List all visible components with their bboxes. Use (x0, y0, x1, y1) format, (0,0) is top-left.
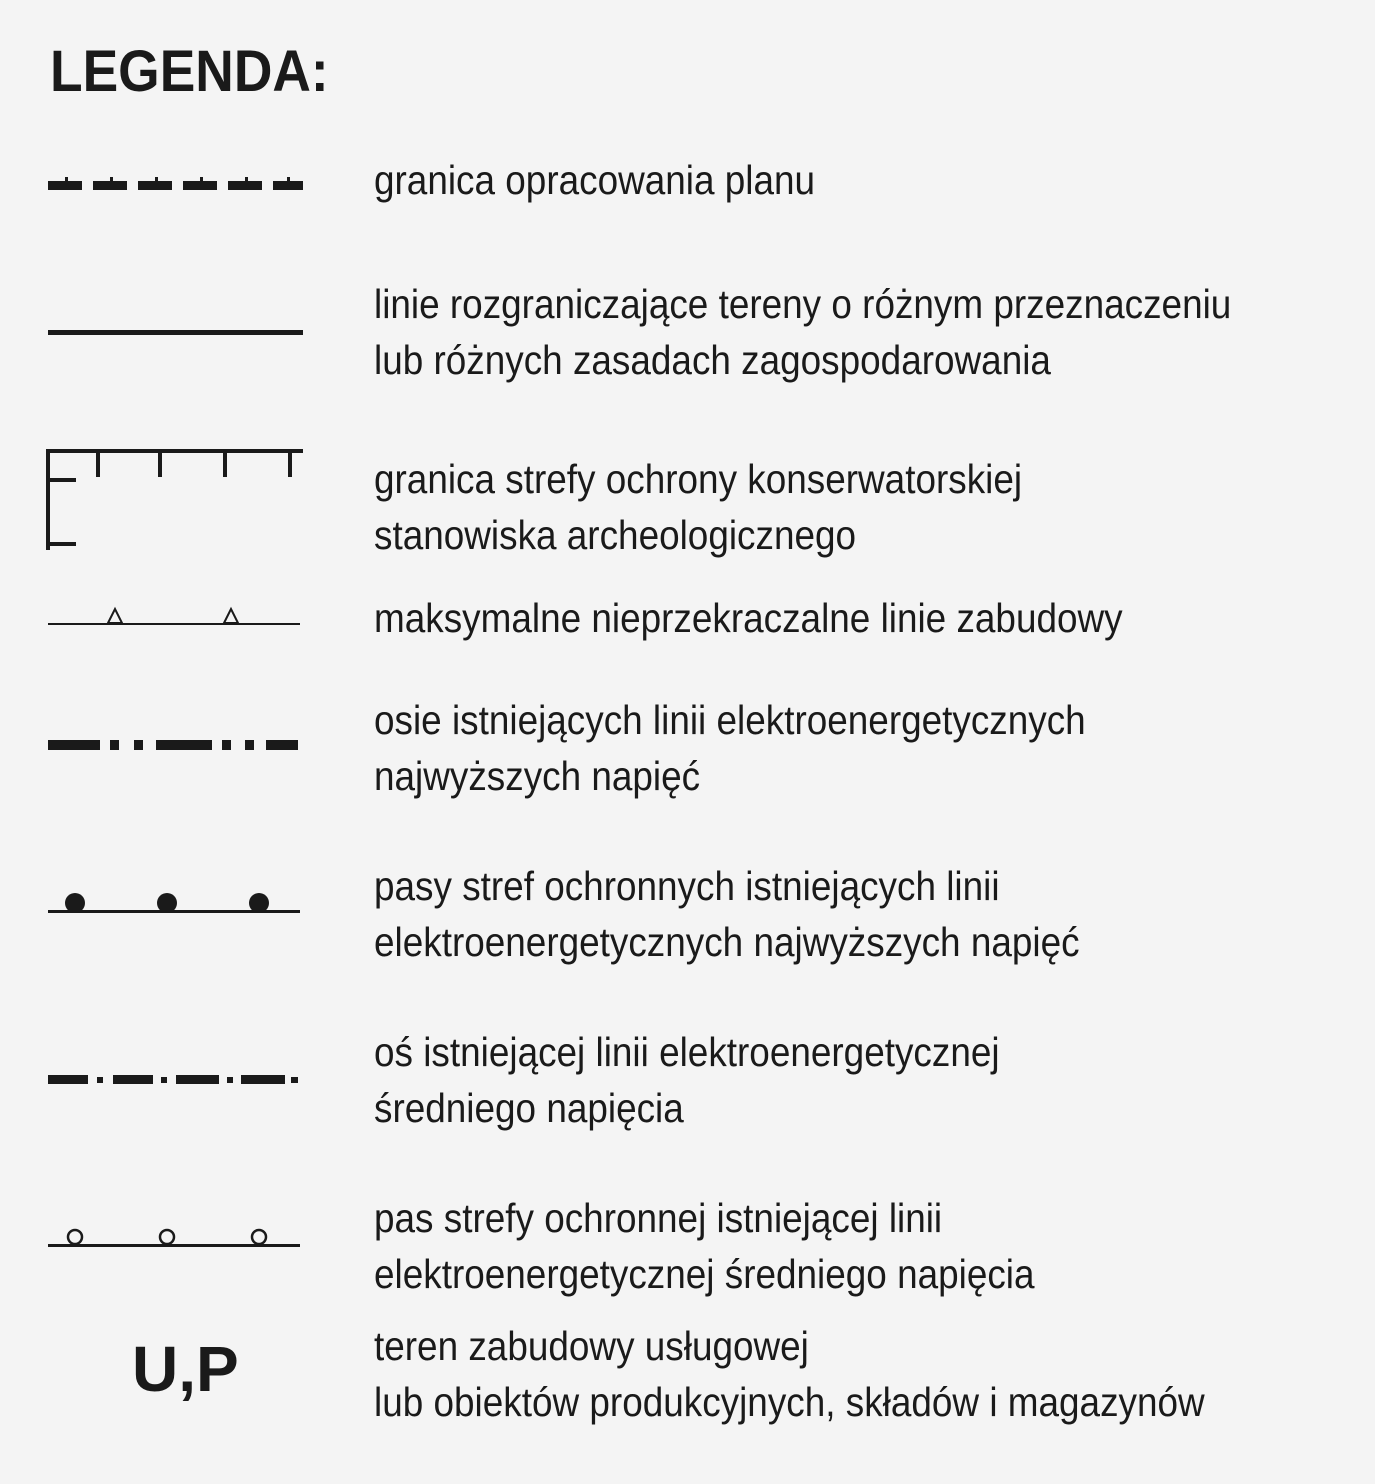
solid-line-icon (44, 274, 306, 354)
legend-item-label-line: pas strefy ochronnej istniejącej linii (374, 1195, 943, 1241)
legend-item-label (374, 152, 815, 208)
legend-item-label (374, 858, 1080, 970)
legend-item-label-line: elektroenergetycznych najwyższych napięć (374, 919, 1080, 965)
legend-item-label-line: oś istniejącej linii elektroenergetycznej (374, 1029, 1000, 1075)
legend-item-label-line: teren zabudowy usługowej (374, 1323, 809, 1369)
legend-item-label-line: maksymalne nieprzekraczalne linie zabudowy (374, 595, 1123, 641)
legend-item-label (374, 692, 1086, 804)
dash-dot-line-icon (44, 1024, 306, 1094)
legend-item-label-line: lub obiektów produkcyjnych, składów i magazynów (374, 1379, 1205, 1425)
legend-item-label (374, 1024, 1000, 1136)
legend-item-label (374, 451, 1022, 563)
legend-item-label-line: lub różnych zasadach zagospodarowania (374, 337, 1051, 383)
open-circle-line-icon (44, 1190, 306, 1260)
legend-item-label (374, 1318, 1205, 1430)
zone-code: U,P (132, 1333, 239, 1405)
legend-item-label-line: linie rozgraniczające tereny o różnym przeznaczeniu (374, 281, 1232, 327)
legend-item-label (374, 1190, 1035, 1302)
legend-item-label-line: najwyższych napięć (374, 753, 701, 799)
legend-item-label-line: osie istniejących linii elektroenergetycznych (374, 697, 1086, 743)
legend-title: LEGENDA: (50, 39, 329, 104)
triangle-line-icon (44, 590, 306, 640)
legend-item-label (374, 590, 1123, 646)
legend-item-label-line: stanowiska archeologicznego (374, 512, 857, 558)
dashed-boundary-line-icon (44, 150, 306, 210)
legend-item-label-line: granica opracowania planu (374, 157, 816, 203)
legend-item-label (374, 276, 1231, 388)
dash-dot-dot-line-icon (44, 692, 306, 762)
legend-item-label-line: elektroenergetycznej średniego napięcia (374, 1251, 1035, 1297)
legend-item-label-line: pasy stref ochronnych istniejących linii (374, 863, 1000, 909)
filled-dot-line-icon (44, 858, 306, 928)
legend-item-label-line: średniego napięcia (374, 1085, 684, 1131)
tick-line-icon (44, 446, 306, 556)
legend-item-label-line: granica strefy ochrony konserwatorskiej (374, 456, 1023, 502)
